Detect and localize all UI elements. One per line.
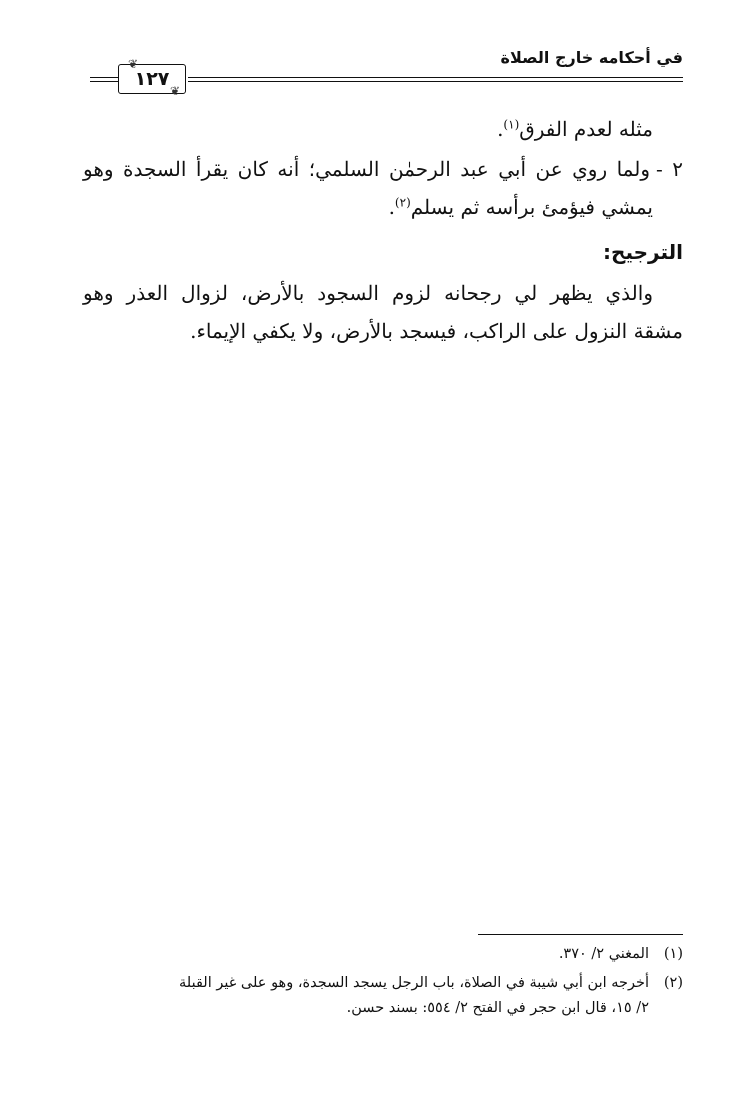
footnote-separator bbox=[478, 934, 683, 935]
frame-ornament-top-icon: ❦ bbox=[128, 57, 139, 71]
list-item-2-line-1 bbox=[83, 150, 683, 188]
footnotes bbox=[73, 942, 683, 1021]
footnote-1-text bbox=[73, 942, 649, 967]
paragraph-1-text: مثله لعدم الفرق bbox=[519, 117, 653, 141]
footnote-2-line-2: ٢/ ١٥، قال ابن حجر في الفتح ٢/ ٥٥٤: بسند حسن. bbox=[346, 1000, 649, 1016]
list-item-2-text-1: ولما روي عن أبي عبد الرحمٰن السلمي؛ أنه كان يقرأ السجدة وهو bbox=[83, 157, 650, 181]
header-rule-right bbox=[188, 77, 683, 78]
footnote-1-marker: (١) bbox=[663, 946, 683, 962]
running-header-title: في أحكامه خارج الصلاة bbox=[500, 48, 683, 67]
footnote-2-marker: (٢) bbox=[663, 975, 683, 991]
footnote-1-line-1: المغني ٢/ ٣٧٠. bbox=[558, 946, 649, 962]
footnote-2-line-1: أخرجه ابن أبي شيبة في الصلاة، باب الرجل يسجد السجدة، وهو على غير القبلة bbox=[179, 975, 649, 991]
footnote-1 bbox=[73, 942, 683, 967]
frame-ornament-bottom-icon: ❦ bbox=[170, 84, 181, 98]
header-rule-left-lower bbox=[90, 81, 118, 82]
footnote-2-text bbox=[73, 971, 649, 1021]
footnote-ref-1: (١) bbox=[503, 117, 520, 132]
paragraph-1 bbox=[83, 110, 683, 148]
header-rule-left bbox=[90, 77, 118, 78]
list-item-2-text-2: يمشي فيؤمئ برأسه ثم يسلم bbox=[410, 195, 653, 219]
header-rule-right-lower bbox=[188, 81, 683, 82]
list-item-2-end: . bbox=[388, 195, 395, 219]
list-item-2 bbox=[83, 150, 683, 226]
page-number: ١٢٧ bbox=[134, 68, 170, 90]
paragraph-1-end: . bbox=[497, 117, 504, 141]
footnote-2 bbox=[73, 971, 683, 1021]
list-item-2-line-2 bbox=[83, 188, 683, 226]
paragraph-1-line bbox=[83, 110, 683, 148]
conclusion-line-2: مشقة النزول على الراكب، فيسجد بالأرض، ولا يكفي الإيماء. bbox=[190, 319, 683, 343]
footnote-ref-2: (٢) bbox=[394, 195, 411, 210]
list-item-2-number: ٢ - bbox=[656, 157, 683, 181]
conclusion-line-1: والذي يظهر لي رجحانه لزوم السجود بالأرض، لزوال العذر وهو bbox=[83, 281, 653, 305]
section-heading-tarjih: الترجيح: bbox=[603, 240, 683, 264]
conclusion-paragraph bbox=[83, 274, 683, 350]
